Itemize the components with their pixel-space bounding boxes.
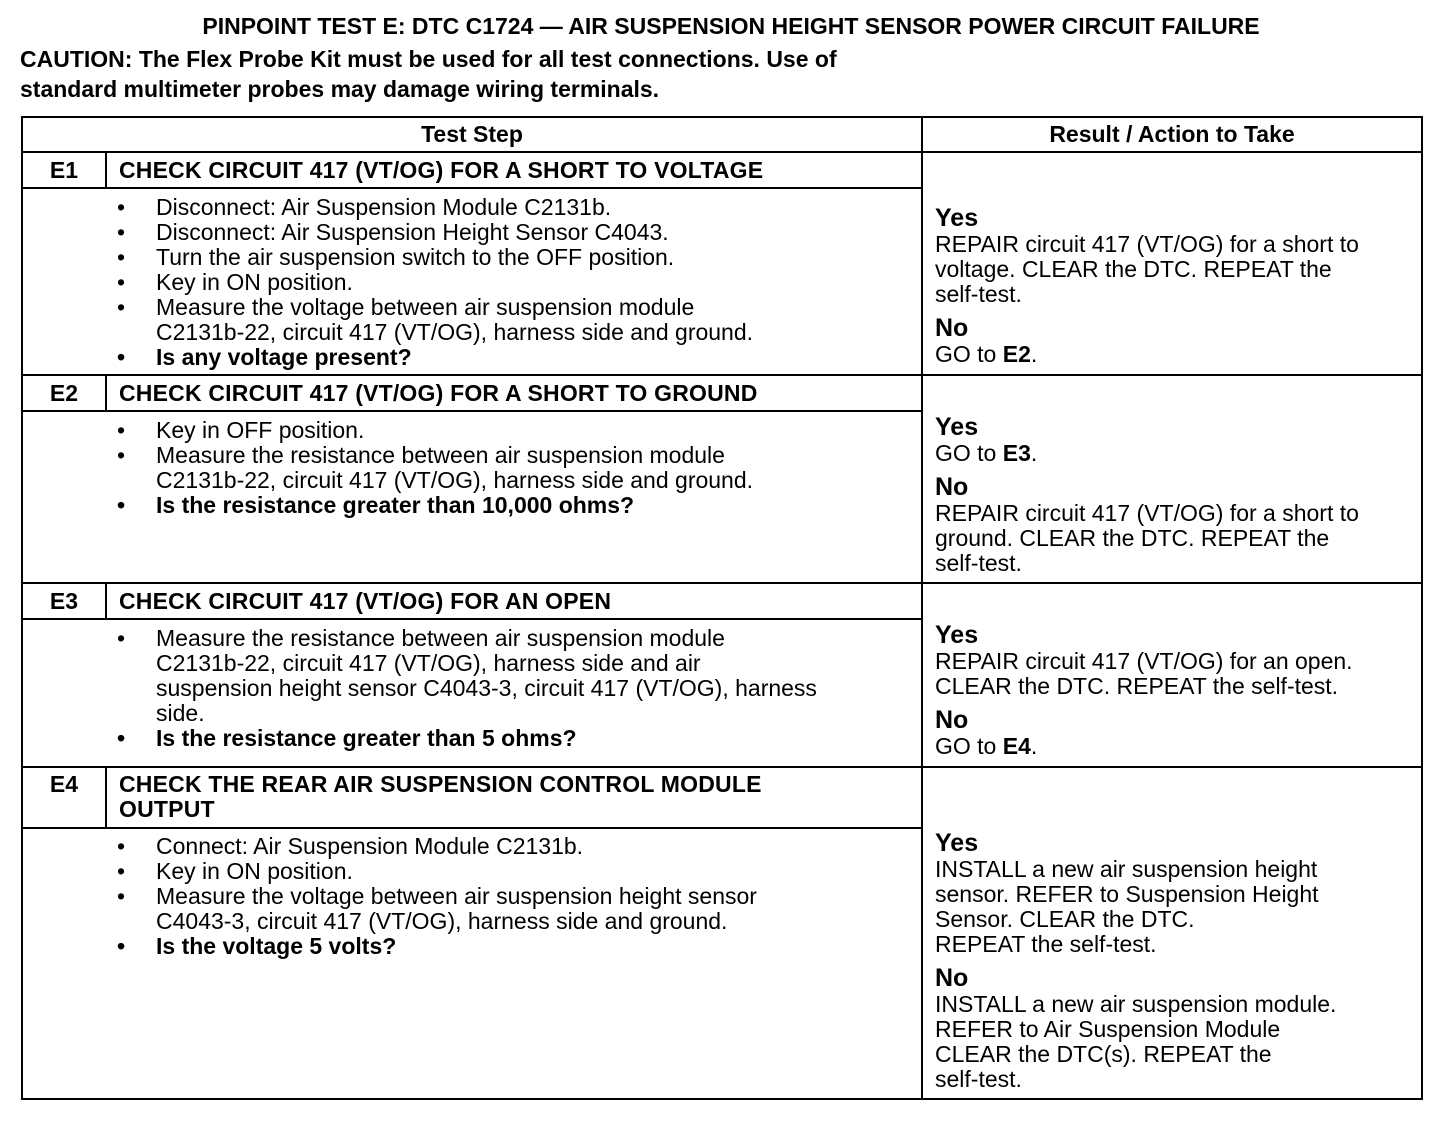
- step-id: E4: [23, 768, 107, 829]
- result-no-text: REPAIR circuit 417 (VT/OG) for a short to ground. CLEAR the DTC. REPEAT the self-test.: [935, 500, 1359, 576]
- step-bullets: [107, 834, 917, 959]
- bullet-item: • Measure the voltage between air suspension height sensor C4043-3, circuit 417 (VT/OG), harness side and ground.: [117, 883, 757, 934]
- bullet-icon: •: [117, 625, 126, 651]
- step-id: E3: [23, 584, 107, 620]
- bullet-item: • Measure the voltage between air suspension module C2131b-22, circuit 417 (VT/OG), harness side and ground.: [117, 294, 754, 345]
- bullet-icon: •: [117, 883, 126, 909]
- result-no-label: No: [935, 706, 969, 734]
- test-step-e1-result: [935, 205, 1419, 367]
- bullet-icon: •: [117, 417, 126, 443]
- caution-line: CAUTION: The Flex Probe Kit must be used for all test connections. Use of: [20, 46, 837, 72]
- bullet-icon: •: [117, 725, 126, 751]
- step-bullets: [107, 195, 917, 370]
- test-step-e2-procedure: [23, 376, 923, 582]
- step-reference: E2: [1002, 341, 1031, 367]
- test-step-e1: [23, 153, 1421, 376]
- bullet-question: • Is the resistance greater than 10,000 ohms?: [117, 492, 635, 518]
- step-bullets: [107, 418, 917, 518]
- result-yes-label: Yes: [935, 829, 979, 857]
- page-title: PINPOINT TEST E: DTC C1724 — AIR SUSPENSION HEIGHT SENSOR POWER CIRCUIT FAILURE: [202, 13, 1260, 39]
- pinpoint-test-table: [21, 116, 1423, 1100]
- result-no-label: No: [935, 314, 969, 342]
- bullet-icon: •: [117, 219, 126, 245]
- test-step-e4: [23, 768, 1421, 1098]
- test-step-e3-procedure: [23, 584, 923, 766]
- test-step-e2-result: [935, 414, 1419, 576]
- step-heading: CHECK THE REAR AIR SUSPENSION CONTROL MODULE OUTPUT: [107, 768, 921, 829]
- result-yes-label: Yes: [935, 204, 979, 232]
- step-id: E2: [23, 376, 107, 412]
- step-heading: CHECK CIRCUIT 417 (VT/OG) FOR A SHORT TO VOLTAGE: [107, 153, 921, 189]
- bullet-icon: •: [117, 294, 126, 320]
- result-yes-text: INSTALL a new air suspension height sensor. REFER to Suspension Height Sensor. CLEAR the DTC. REPEAT the self-test.: [935, 856, 1319, 957]
- bullet-question: • Is the resistance greater than 5 ohms?: [117, 725, 577, 751]
- bullet-item: • Measure the resistance between air suspension module C2131b-22, circuit 417 (VT/OG), harness side and air suspension height sensor C4043-3, circuit 417 (VT/OG), harness side.: [117, 625, 817, 726]
- bullet-icon: •: [117, 194, 126, 220]
- test-step-e4-procedure: [23, 768, 923, 1098]
- step-reference: E4: [1002, 733, 1031, 759]
- bullet-icon: •: [117, 344, 126, 370]
- step-reference: E3: [1002, 440, 1031, 466]
- test-step-e4-result: [935, 830, 1419, 1092]
- result-yes-text: GO to E3.: [935, 440, 1038, 466]
- column-header-test-step: Test Step: [23, 118, 923, 153]
- test-step-e1-procedure: [23, 153, 923, 374]
- bullet-question: • Is any voltage present?: [117, 344, 412, 370]
- result-yes-label: Yes: [935, 621, 979, 649]
- bullet-question: • Is the voltage 5 volts?: [117, 933, 397, 959]
- bullet-item: • Measure the resistance between air suspension module C2131b-22, circuit 417 (VT/OG), harness side and ground.: [117, 442, 754, 493]
- bullet-item: • Key in ON position.: [117, 269, 353, 295]
- result-no-text: GO to E2.: [935, 341, 1038, 367]
- bullet-item: • Disconnect: Air Suspension Height Sensor C4043.: [117, 219, 669, 245]
- result-yes-label: Yes: [935, 413, 979, 441]
- bullet-icon: •: [117, 833, 126, 859]
- bullet-item: • Connect: Air Suspension Module C2131b.: [117, 833, 584, 859]
- result-yes-text: REPAIR circuit 417 (VT/OG) for an open. CLEAR the DTC. REPEAT the self-test.: [935, 648, 1353, 699]
- bullet-icon: •: [117, 858, 126, 884]
- bullet-icon: •: [117, 269, 126, 295]
- caution-note: [20, 44, 1000, 104]
- step-heading: CHECK CIRCUIT 417 (VT/OG) FOR A SHORT TO GROUND: [107, 376, 921, 412]
- bullet-icon: •: [117, 933, 126, 959]
- bullet-item: • Turn the air suspension switch to the OFF position.: [117, 244, 675, 270]
- column-header-result: Result / Action to Take: [923, 118, 1421, 153]
- result-yes-text: REPAIR circuit 417 (VT/OG) for a short to voltage. CLEAR the DTC. REPEAT the self-test.: [935, 231, 1359, 307]
- caution-line: standard multimeter probes may damage wiring terminals.: [20, 76, 660, 102]
- test-step-e3-result: [935, 622, 1419, 759]
- bullet-icon: •: [117, 442, 126, 468]
- result-no-label: No: [935, 964, 969, 992]
- result-no-text: GO to E4.: [935, 733, 1038, 759]
- step-id: E1: [23, 153, 107, 189]
- result-no-text: INSTALL a new air suspension module. REFER to Air Suspension Module CLEAR the DTC(s). REPEAT the self-test.: [935, 991, 1337, 1092]
- result-no-label: No: [935, 473, 969, 501]
- bullet-icon: •: [117, 244, 126, 270]
- step-bullets: [107, 626, 917, 751]
- test-step-e3: [23, 584, 1421, 768]
- bullet-icon: •: [117, 492, 126, 518]
- test-step-e2: [23, 376, 1421, 584]
- bullet-item: • Disconnect: Air Suspension Module C2131b.: [117, 194, 612, 220]
- bullet-item: • Key in OFF position.: [117, 417, 365, 443]
- bullet-item: • Key in ON position.: [117, 858, 353, 884]
- step-heading: CHECK CIRCUIT 417 (VT/OG) FOR AN OPEN: [107, 584, 921, 620]
